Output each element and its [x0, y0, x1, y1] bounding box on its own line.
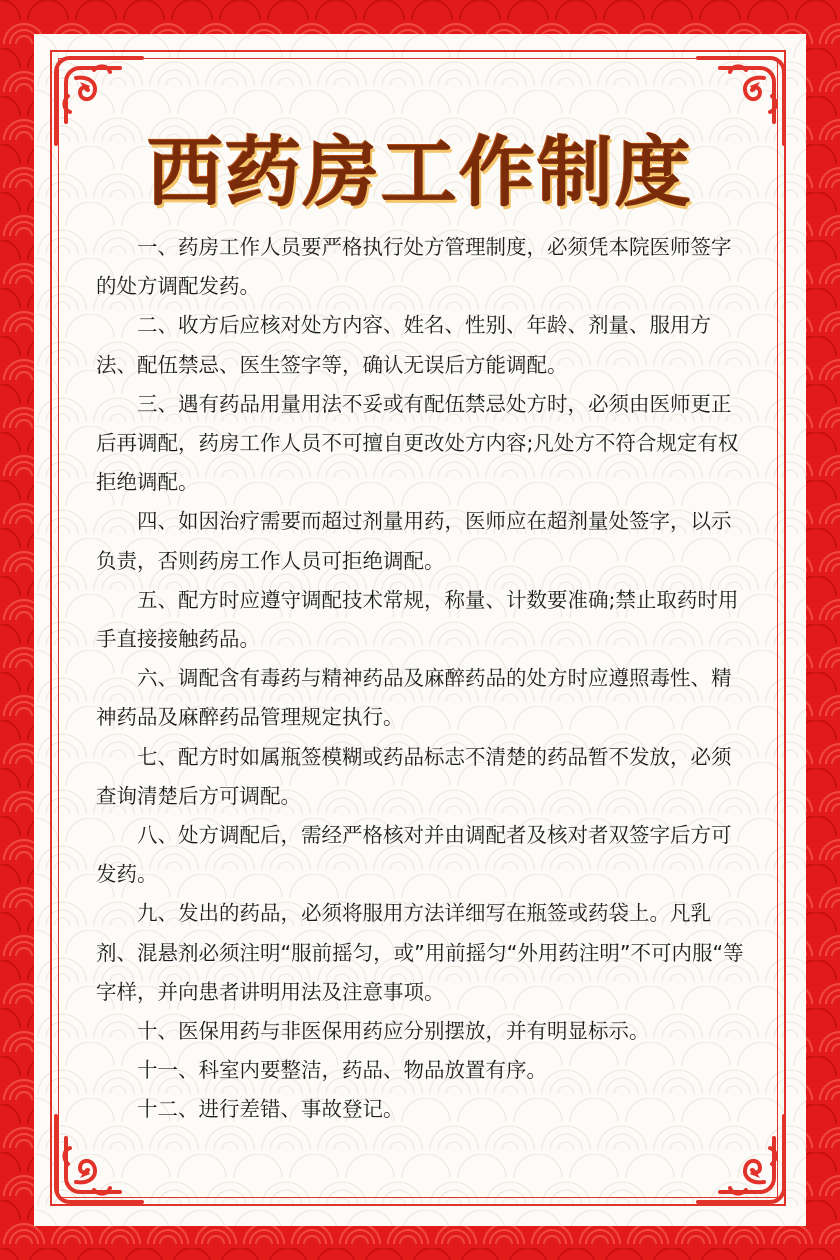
regulation-item-9: 九、发出的药品，必须将服用方法详细写在瓶签或药袋上。凡乳剂、混悬剂必须注明“服前摇匀，或”用前摇匀“外用药注明”不可内服“等字样，并向患者讲明用法及注意事项。 [96, 901, 744, 1004]
page-title: 西药房工作制度 [147, 128, 693, 217]
regulation-item-11: 十一、科室内要整洁，药品、物品放置有序。 [137, 1058, 547, 1083]
regulation-item-12: 十二、进行差错、事故登记。 [137, 1097, 404, 1122]
regulation-item-8: 八、处方调配后，需经严格核对并由调配者及核对者双签字后方可发药。 [96, 823, 732, 887]
regulation-item-4: 四、如因治疗需要而超过剂量用药，医师应在超剂量处签字，以示负责，否则药房工作人员可拒绝调配。 [96, 509, 732, 573]
regulation-item-7: 七、配方时如属瓶签模糊或药品标志不清楚的药品暂不发放，必须查询清楚后方可调配。 [96, 744, 732, 808]
regulation-item-2: 二、收方后应核对处方内容、姓名、性别、年龄、剂量、服用方法、配伍禁忌、医生签字等，确认无误后方能调配。 [96, 313, 711, 377]
regulation-item-10: 十、医保用药与非医保用药应分别摆放，并有明显标示。 [137, 1019, 650, 1044]
regulation-item-6: 六、调配含有毒药与精神药品及麻醉药品的处方时应遵照毒性、精神药品及麻醉药品管理规定执行。 [96, 666, 732, 730]
regulation-item-5: 五、配方时应遵守调配技术常规，称量、计数要准确;禁止取药时用手直接接触药品。 [96, 587, 739, 652]
regulations-body [96, 228, 748, 1130]
regulation-item-3: 三、遇有药品用量用法不妥或有配伍禁忌处方时，必须由医师更正后再调配，药房工作人员不可擅自更改处方内容;凡处方不符合规定有权拒绝调配。 [96, 391, 739, 495]
regulation-item-1: 一、药房工作人员要严格执行处方管理制度，必须凭本院医师签字的处方调配发药。 [96, 235, 732, 299]
